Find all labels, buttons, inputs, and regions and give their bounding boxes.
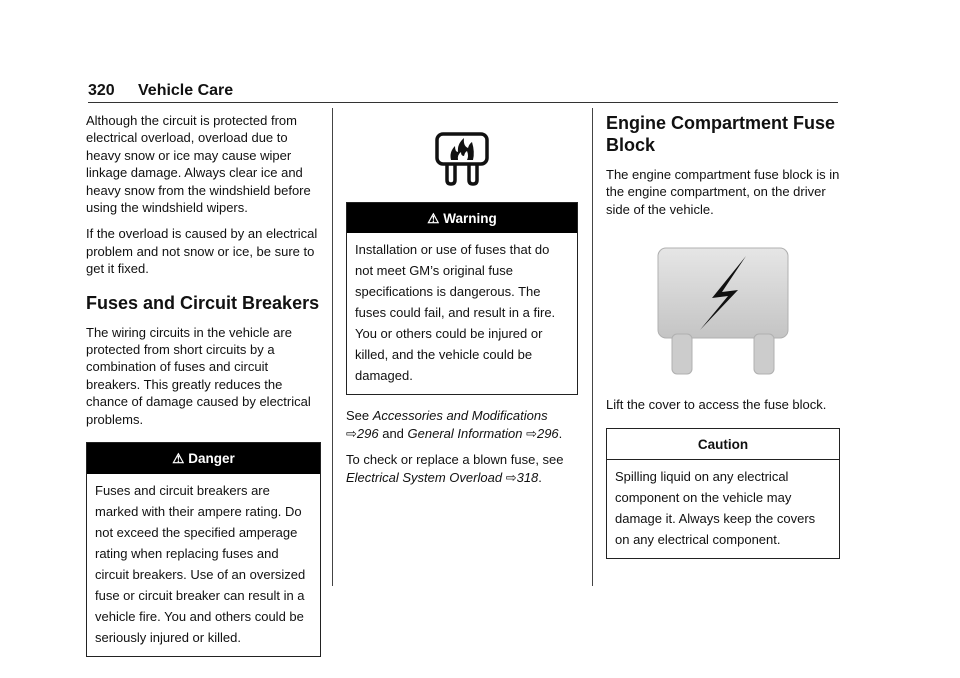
- warning-triangle-icon: ⚠: [427, 211, 440, 226]
- column-divider-2: [592, 108, 593, 586]
- warning-triangle-icon: ⚠: [172, 451, 185, 467]
- paragraph-wiring-circuits: The wiring circuits in the vehicle are protected from short circuits by a combination of fuses and circuit breakers. This greatly reduces the chance of damage caused by electrical problems.: [86, 324, 311, 427]
- warning-box: [346, 202, 578, 395]
- period: .: [558, 425, 563, 441]
- page-number: 320: [88, 82, 115, 99]
- arrow-icon: ⇨: [526, 425, 537, 441]
- page-ref-296-b[interactable]: 296: [536, 425, 559, 441]
- paragraph-wiper-overload: Although the circuit is protected from electrical overload, overload due to heavy snow or ice may cause wiper linkage damage. Always clear ice and heavy snow from the windshield before using the windshield wipers.: [86, 113, 311, 216]
- column-1: [86, 112, 321, 657]
- danger-header: [87, 443, 320, 473]
- caution-text: Spilling liquid on any electrical component on the vehicle may damage it. Always keep the covers on any electrical component.: [615, 469, 816, 548]
- page-ref-296-a[interactable]: 296: [356, 425, 379, 441]
- link-electrical-system-overload[interactable]: Electrical System Overload: [346, 469, 503, 485]
- warning-header: [347, 203, 577, 233]
- arrow-icon: ⇨: [346, 425, 357, 441]
- warning-text: Installation or use of fuses that do not meet GM’s original fuse specifications is dangerous. The fuses could fail, and result in a fire. You or others could be injured or killed, and the vehicle could be damaged.: [355, 242, 556, 384]
- link-accessories-modifications[interactable]: Accessories and Modifications: [372, 408, 548, 424]
- column-3: [606, 112, 840, 559]
- warning-title: Warning: [443, 211, 497, 226]
- see-prefix: See: [346, 408, 373, 424]
- fuse-lightning-icon: [656, 246, 790, 378]
- caution-box: [606, 428, 840, 559]
- paragraph-see-accessories: [346, 407, 578, 442]
- paragraph-lift-cover: Lift the cover to access the fuse block.: [606, 397, 827, 413]
- danger-text: Fuses and circuit breakers are marked with their ampere rating. Do not exceed the specified amperage rating when replacing fuses and circuit breakers. Use of an oversized fuse or circuit breaker can result in a vehicle fire. You and others could be seriously injured or killed.: [95, 482, 306, 645]
- danger-title: Danger: [188, 451, 235, 467]
- section-title: Vehicle Care: [138, 82, 234, 99]
- caution-header: Caution: [607, 429, 839, 460]
- fuse-fire-icon: [433, 130, 491, 188]
- paragraph-electrical-problem: If the overload is caused by an electrical problem and not snow or ice, be sure to get it fixed.: [86, 226, 318, 277]
- page-header: [88, 82, 838, 103]
- period: .: [538, 469, 542, 485]
- and-text: and: [378, 425, 408, 441]
- heading-fuses-circuit-breakers: Fuses and Circuit Breakers: [86, 292, 320, 313]
- page-ref-318[interactable]: 318: [516, 469, 539, 485]
- paragraph-blown-fuse: [346, 451, 578, 486]
- column-2: [346, 130, 578, 495]
- arrow-icon: ⇨: [505, 469, 517, 485]
- danger-box: [86, 442, 321, 656]
- blown-fuse-prefix: To check or replace a blown fuse, see: [346, 452, 564, 468]
- heading-engine-compartment-fuse-block: Engine Compartment Fuse Block: [606, 113, 836, 155]
- paragraph-fuse-block-location: The engine compartment fuse block is in the engine compartment, on the driver side of the vehicle.: [606, 167, 840, 217]
- link-general-information[interactable]: General Information: [407, 425, 523, 441]
- column-divider-1: [332, 108, 333, 586]
